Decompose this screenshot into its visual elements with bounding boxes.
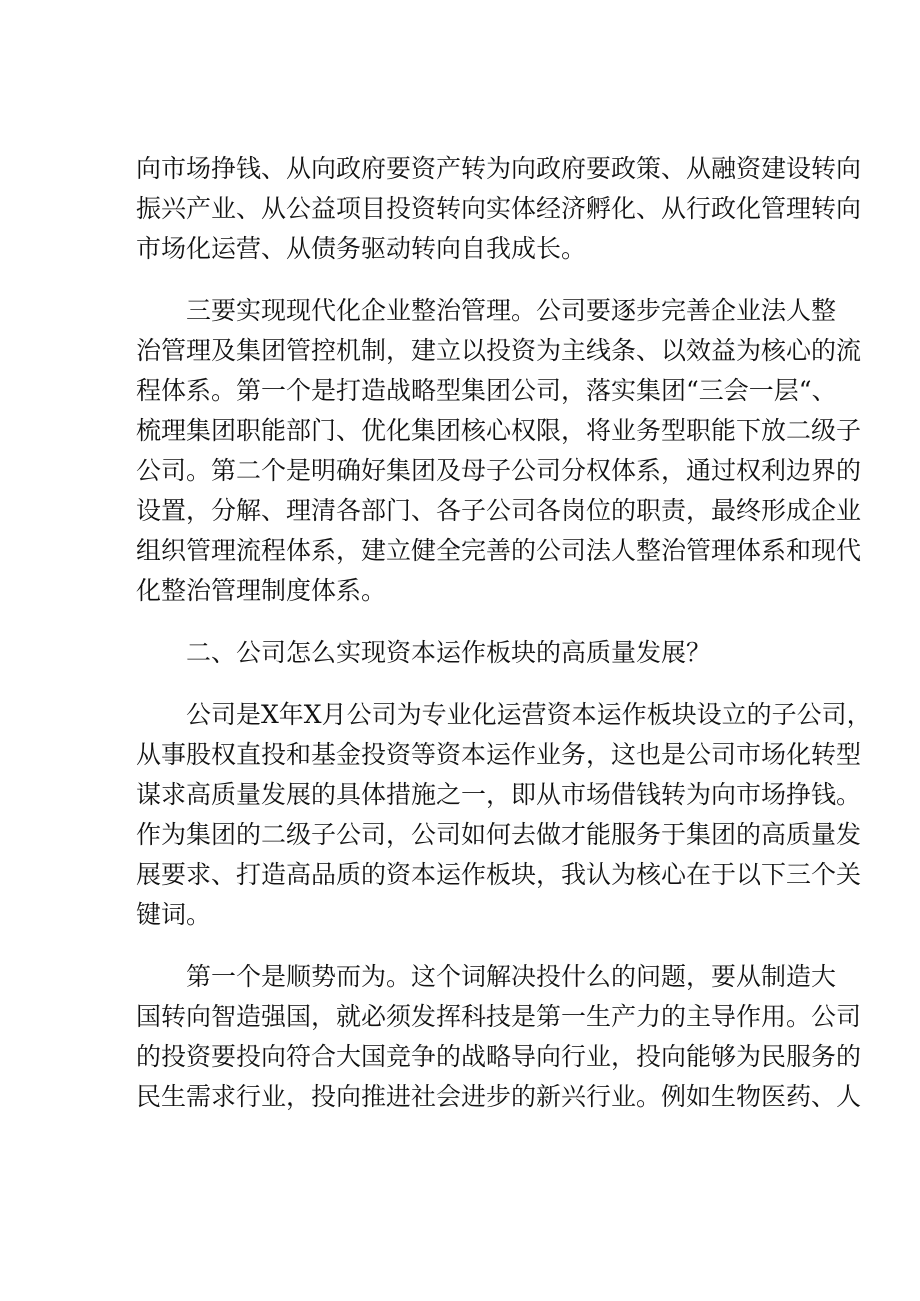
text-line: 展要求、打造高品质的资本运作板块，我认为核心在于以下三个关 bbox=[136, 860, 862, 889]
text-line: 公司。第二个是明确好集团及母子公司分权体系，通过权利边界的 bbox=[136, 456, 862, 485]
text-line: 程体系。第一个是打造战略型集团公司，落实集团“三会一层“、 bbox=[136, 376, 837, 405]
text-line: 民生需求行业，投向推进社会进步的新兴行业。例如生物医药、人 bbox=[136, 1082, 862, 1111]
text-line: 振兴产业、从公益项目投资转向实体经济孵化、从行政化管理转向 bbox=[136, 194, 862, 223]
text-line: 化整治管理制度体系。 bbox=[136, 576, 387, 605]
text-line: 第一个是顺势而为。这个词解决投什么的问题，要从制造大 bbox=[136, 962, 837, 991]
text-line: 三要实现现代化企业整治管理。公司要逐步完善企业法人整 bbox=[136, 296, 837, 325]
text-line: 设置，分解、理清各部门、各子公司各岗位的职责，最终形成企业 bbox=[136, 496, 862, 525]
section-heading: 二、公司怎么实现资本运作板块的高质量发展？ bbox=[136, 638, 712, 667]
document-body bbox=[136, 149, 872, 1117]
text-line: 向市场挣钱、从向政府要资产转为向政府要政策、从融资建设转向 bbox=[136, 154, 862, 183]
text-line: 国转向智造强国，就必须发挥科技是第一生产力的主导作用。公司 bbox=[136, 1002, 862, 1031]
text-line: 治管理及集团管控机制，建立以投资为主线条、以效益为核心的流 bbox=[136, 336, 862, 365]
text-line: 作为集团的二级子公司，公司如何去做才能服务于集团的高质量发 bbox=[136, 820, 862, 849]
text-line: 市场化运营、从债务驱动转向自我成长。 bbox=[136, 234, 587, 263]
text-line: 谋求高质量发展的具体措施之一，即从市场借钱转为向市场挣钱。 bbox=[136, 780, 862, 809]
text-line: 键词。 bbox=[136, 900, 212, 929]
text-line: 梳理集团职能部门、优化集团核心权限，将业务型职能下放二级子 bbox=[136, 416, 862, 445]
text-line: 的投资要投向符合大国竞争的战略导向行业，投向能够为民服务的 bbox=[136, 1042, 862, 1071]
text-line: 组织管理流程体系，建立健全完善的公司法人整治管理体系和现代 bbox=[136, 536, 862, 565]
text-line: 从事股权直投和基金投资等资本运作业务，这也是公司市场化转型 bbox=[136, 740, 862, 769]
text-line: 公司是X年X月公司为专业化运营资本运作板块设立的子公司， bbox=[136, 700, 872, 729]
